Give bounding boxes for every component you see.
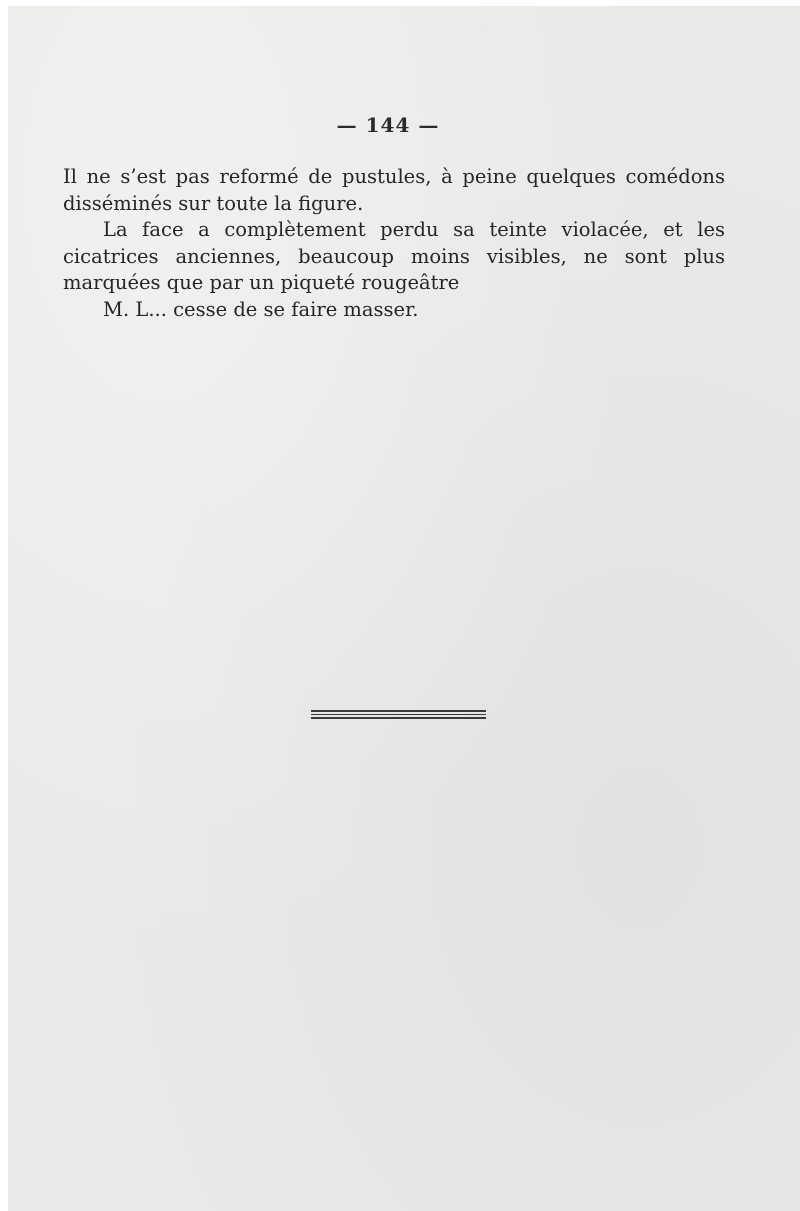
end-of-section-rule <box>311 710 486 719</box>
rule-line-bottom <box>311 717 486 719</box>
rule-line-top <box>311 710 486 712</box>
paragraph-2: La face a complètement perdu sa teinte violacée, et les cicatrices anciennes, beaucoup moins visibles, ne sont plus marquées que par un piqueté rougeâtre <box>63 218 725 295</box>
scan-border-left <box>0 0 8 1211</box>
page-number: — 144 — <box>336 113 440 137</box>
body-text <box>63 164 725 324</box>
scan-border-top <box>0 0 800 6</box>
paragraph-1: Il ne s’est pas reformé de pustules, à peine quelques comédons disséminés sur toute la figure. <box>63 165 725 215</box>
rule-line-middle <box>311 714 486 715</box>
paragraph-3: M. L... cesse de se faire masser. <box>103 297 419 321</box>
